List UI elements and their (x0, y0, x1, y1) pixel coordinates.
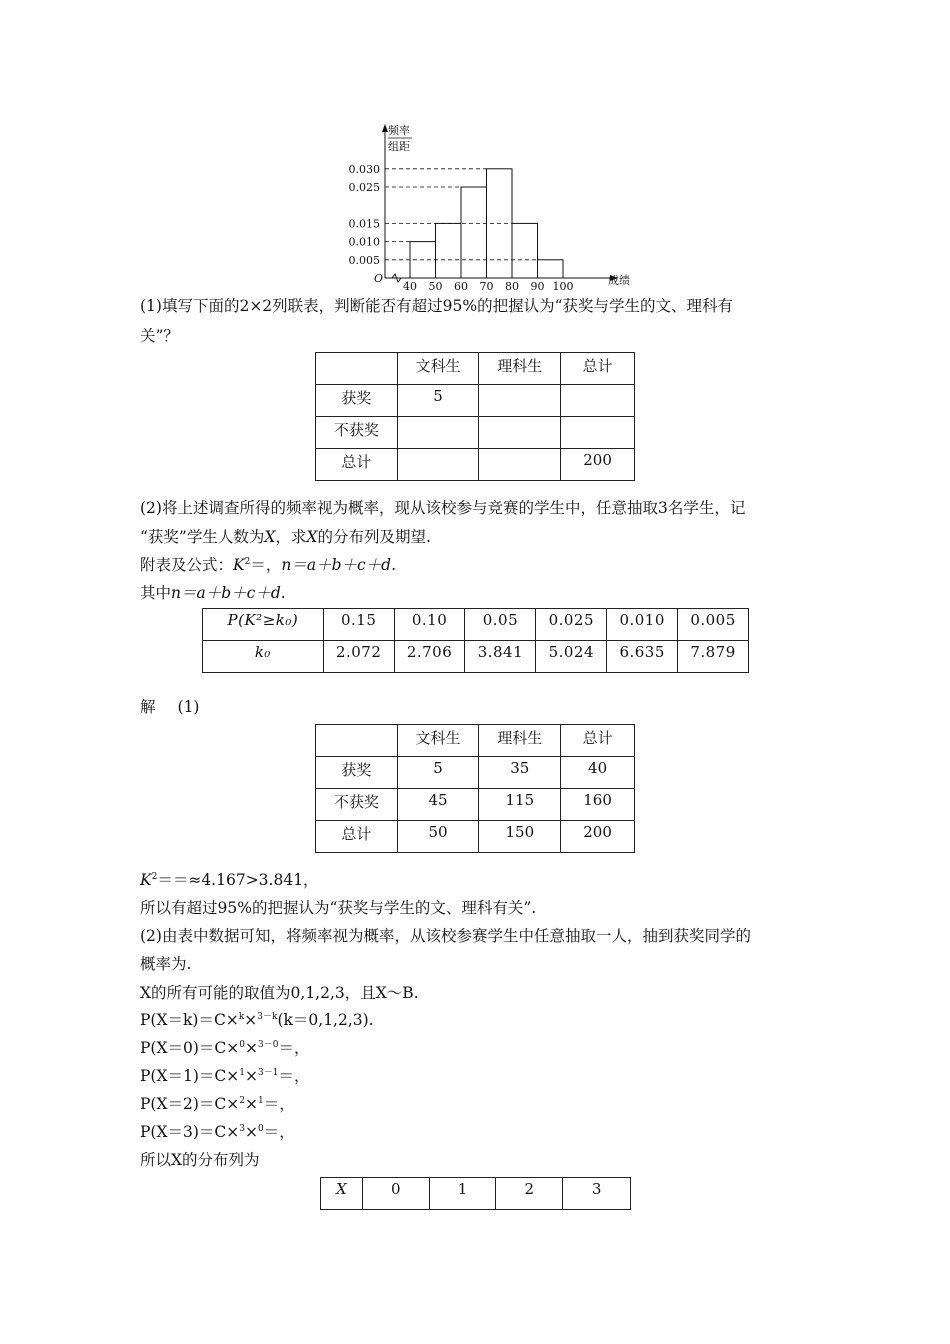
histogram-bar (512, 223, 538, 278)
blank-table-cell (479, 449, 561, 481)
y-tick-label: 0.025 (348, 181, 380, 194)
x-tick-label: 90 (530, 280, 545, 290)
y-tick-label: 0.005 (348, 253, 380, 267)
critical-table-cell: 2.072 (323, 641, 394, 673)
critical-table-cell: 2.706 (394, 641, 465, 673)
part-2-line-1: (2)由表中数据可知，将频率视为概率，从该校参赛学生中任意抽取一人，抽到获奖同学的 (140, 927, 751, 945)
blank-table-cell: 总计 (561, 353, 635, 385)
blank-table-cell: 不获奖 (316, 417, 398, 449)
filled-table-cell: 获奖 (316, 757, 398, 789)
distribution-table (320, 1177, 631, 1210)
critical-table-cell: P(K²≥k₀) (203, 609, 324, 641)
filled-table-cell: 35 (479, 757, 561, 789)
contingency-table-filled (315, 724, 635, 853)
filled-table-cell: 总计 (561, 725, 635, 757)
x-tick-label: 100 (552, 280, 574, 290)
blank-table-cell (479, 417, 561, 449)
x-tick-label: 60 (454, 280, 468, 290)
blank-table-row (316, 417, 635, 449)
filled-table-cell: 40 (561, 757, 635, 789)
x-values-line: X的所有可能的取值为0,1,2,3，且X～B. (140, 984, 419, 1002)
p1-formula: P(X＝1)＝C×$^1$×$^{3-1}$＝， (140, 1067, 310, 1085)
appendix-formula: 附表及公式：$K^2=$，n＝a＋b＋c＋d. (140, 556, 397, 574)
question-1-line-1: (1)填写下面的2×2列联表，判断能否有超过95%的把握认为“获奖与学生的文、理科有 (140, 297, 734, 315)
frequency-histogram (340, 118, 630, 290)
critical-table-cell: 0.15 (323, 609, 394, 641)
critical-table-cell: 0.05 (465, 609, 536, 641)
histogram-bar (538, 260, 564, 278)
filled-table-row (316, 789, 635, 821)
blank-table-cell (397, 417, 479, 449)
p0-formula: P(X＝0)＝C×$^0$×$^{3-0}$＝， (140, 1039, 310, 1057)
critical-table-row (203, 609, 749, 641)
question-1-line-2: 关”？ (140, 327, 179, 345)
p2-formula: P(X＝2)＝C×$^2$×$^1$＝， (140, 1095, 295, 1113)
question-2-line-1: (2)将上述调查所得的频率视为概率，现从该校参与竞赛的学生中，任意抽取3名学生，记 (140, 499, 746, 517)
blank-table-cell: 理科生 (479, 353, 561, 385)
blank-table-cell: 总计 (316, 449, 398, 481)
x-tick-label: 80 (505, 280, 519, 290)
filled-table-row (316, 821, 635, 853)
critical-table-cell: 6.635 (607, 641, 678, 673)
dist-table-cell: 3 (563, 1178, 631, 1210)
filled-table-cell (316, 725, 398, 757)
solution-heading: 解 (1) (140, 698, 200, 716)
part-2-line-2: 概率为. (140, 955, 192, 973)
blank-table-cell (561, 417, 635, 449)
blank-table-row (316, 449, 635, 481)
filled-table-row (316, 725, 635, 757)
blank-table-cell (316, 353, 398, 385)
dist-table-cell: 0 (362, 1178, 429, 1210)
x-tick-label: 50 (428, 280, 443, 290)
dist-table-cell: 2 (496, 1178, 563, 1210)
y-label-bottom: 组距 (388, 140, 410, 153)
filled-table-cell: 5 (397, 757, 479, 789)
filled-table-cell: 文科生 (397, 725, 479, 757)
blank-table-row (316, 385, 635, 417)
critical-table-cell: 7.879 (678, 641, 749, 673)
dist-table-cell: 1 (429, 1178, 496, 1210)
blank-table-cell: 5 (397, 385, 479, 417)
x-tick-label: 70 (479, 280, 494, 290)
blank-table-cell (561, 385, 635, 417)
critical-table-cell: 0.010 (607, 609, 678, 641)
dist-table-cell: X (321, 1178, 363, 1210)
blank-table-cell: 文科生 (397, 353, 479, 385)
appendix-where: 其中n＝a＋b＋c＋d. (140, 584, 286, 602)
y-tick-label: 0.015 (348, 217, 380, 231)
filled-table-cell: 50 (397, 821, 479, 853)
distribution-intro: 所以X的分布列为 (140, 1151, 260, 1169)
filled-table-cell: 150 (479, 821, 561, 853)
critical-table-cell: 3.841 (465, 641, 536, 673)
blank-table-cell: 获奖 (316, 385, 398, 417)
blank-table-cell: 200 (561, 449, 635, 481)
filled-table-cell: 200 (561, 821, 635, 853)
histogram-bar (461, 187, 487, 278)
filled-table-cell: 160 (561, 789, 635, 821)
critical-table-cell: k₀ (203, 641, 324, 673)
filled-table-row (316, 757, 635, 789)
conclusion-line: 所以有超过95%的把握认为“获奖与学生的文、理科有关”. (140, 899, 537, 917)
p3-formula: P(X＝3)＝C×$^3$×$^0$＝， (140, 1123, 295, 1141)
critical-table-row (203, 641, 749, 673)
y-tick-label: 0.030 (348, 162, 380, 176)
filled-table-cell: 115 (479, 789, 561, 821)
critical-table-cell: 0.10 (394, 609, 465, 641)
filled-table-cell: 45 (397, 789, 479, 821)
k2-result: $K^2==\approx 4.167>3.841$， (140, 871, 319, 889)
blank-table-cell (479, 385, 561, 417)
x-tick-label: 40 (403, 280, 417, 290)
dist-table-row (321, 1178, 631, 1210)
pk-formula: P(X＝k)＝C×$^k$×$^{3-k}$(k＝0,1,2,3). (140, 1011, 374, 1029)
filled-table-cell: 总计 (316, 821, 398, 853)
contingency-table-blank (315, 352, 635, 481)
histogram-bar (436, 223, 462, 278)
critical-table-cell: 0.005 (678, 609, 749, 641)
y-label-top: 频率 (388, 124, 410, 137)
question-2-line-2: “获奖”学生人数为X，求X的分布列及期望. (140, 528, 431, 546)
filled-table-cell: 理科生 (479, 725, 561, 757)
filled-table-cell: 不获奖 (316, 789, 398, 821)
critical-value-table (202, 608, 749, 673)
origin-label: O (374, 272, 384, 285)
blank-table-row (316, 353, 635, 385)
critical-table-cell: 5.024 (536, 641, 607, 673)
x-axis-label: 成绩 (608, 274, 630, 287)
critical-table-cell: 0.025 (536, 609, 607, 641)
blank-table-cell (397, 449, 479, 481)
y-tick-label: 0.010 (348, 235, 380, 249)
